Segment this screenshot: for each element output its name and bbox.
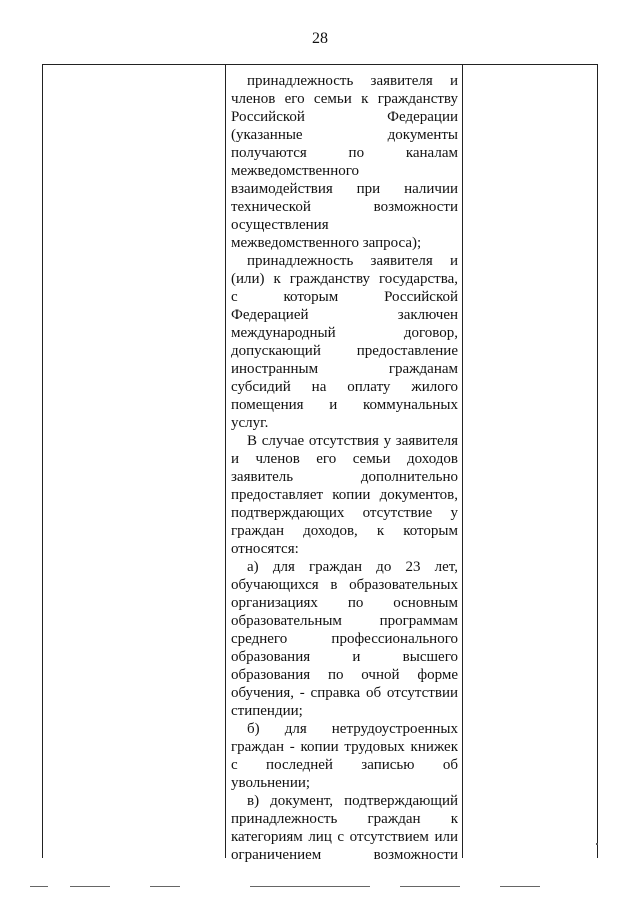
document-table	[42, 64, 598, 863]
middle-column-text	[231, 72, 458, 864]
text-line: допускающий предоставление	[231, 343, 458, 359]
text-line: среднего профессионального	[231, 631, 458, 647]
text-line: подтверждающих отсутствие у	[231, 505, 458, 521]
column-divider-left	[225, 65, 226, 858]
text-line: взаимодействия при наличии	[231, 181, 458, 197]
scan-artifact-dot	[596, 843, 598, 845]
text-line: технической возможности	[231, 199, 458, 215]
scan-artifact-line	[70, 886, 110, 887]
text-line: принадлежность граждан к	[231, 811, 458, 827]
text-line: а) для граждан до 23 лет,	[247, 559, 458, 575]
text-line: ограничением возможности	[231, 847, 458, 863]
text-line: (указанные документы	[231, 127, 458, 143]
text-line: предоставляет копии документов,	[231, 487, 458, 503]
text-line: Российской Федерации	[231, 109, 458, 125]
text-line: и членов его семьи доходов	[231, 451, 458, 467]
text-line: Федерацией заключен	[231, 307, 458, 323]
text-line: межведомственного запроса);	[231, 235, 422, 251]
scan-artifact-line	[150, 886, 180, 887]
text-line: помещения и коммунальных	[231, 397, 458, 413]
text-line: с которым Российской	[231, 289, 458, 305]
text-line: иностранным гражданам	[231, 361, 458, 377]
text-line: увольнении;	[231, 775, 311, 791]
text-line: осуществления	[231, 217, 329, 233]
text-line: В случае отсутствия у заявителя	[247, 433, 458, 449]
text-line: категориям лиц с отсутствием или	[231, 829, 458, 845]
text-line: в) документ, подтверждающий	[247, 793, 458, 809]
text-line: услуг.	[231, 415, 269, 431]
text-line: субсидий на оплату жилого	[231, 379, 458, 395]
text-line: обучения, - справка об отсутствии	[231, 685, 458, 701]
text-line: организациях по основным	[231, 595, 458, 611]
text-line: граждан доходов, к которым	[231, 523, 458, 539]
scan-artifact-line	[250, 886, 370, 887]
text-line: заявитель дополнительно	[231, 469, 458, 485]
text-line: получаются по каналам	[231, 145, 458, 161]
text-line: относятся:	[231, 541, 299, 557]
text-line: обучающихся в образовательных	[231, 577, 458, 593]
text-line: образования по очной форме	[231, 667, 458, 683]
page-number: 28	[312, 30, 328, 47]
column-divider-right	[462, 65, 463, 858]
text-line: б) для нетрудоустроенных	[247, 721, 458, 737]
scan-artifact-line	[30, 886, 48, 887]
text-line: принадлежность заявителя и	[247, 253, 458, 269]
scan-artifact-line	[500, 886, 540, 887]
text-line: членов его семьи к гражданству	[231, 91, 458, 107]
text-line: принадлежность заявителя и	[247, 73, 458, 89]
text-line: международный договор,	[231, 325, 458, 341]
text-line: межведомственного	[231, 163, 360, 179]
text-line: образовательным программам	[231, 613, 458, 629]
text-line: с последней записью об	[231, 757, 458, 773]
text-line: граждан - копии трудовых книжек	[231, 739, 458, 755]
text-line: стипендии;	[231, 703, 303, 719]
text-line: (или) к гражданству государства,	[231, 271, 458, 287]
scan-artifact-line	[400, 886, 460, 887]
text-line: образования и высшего	[231, 649, 458, 665]
